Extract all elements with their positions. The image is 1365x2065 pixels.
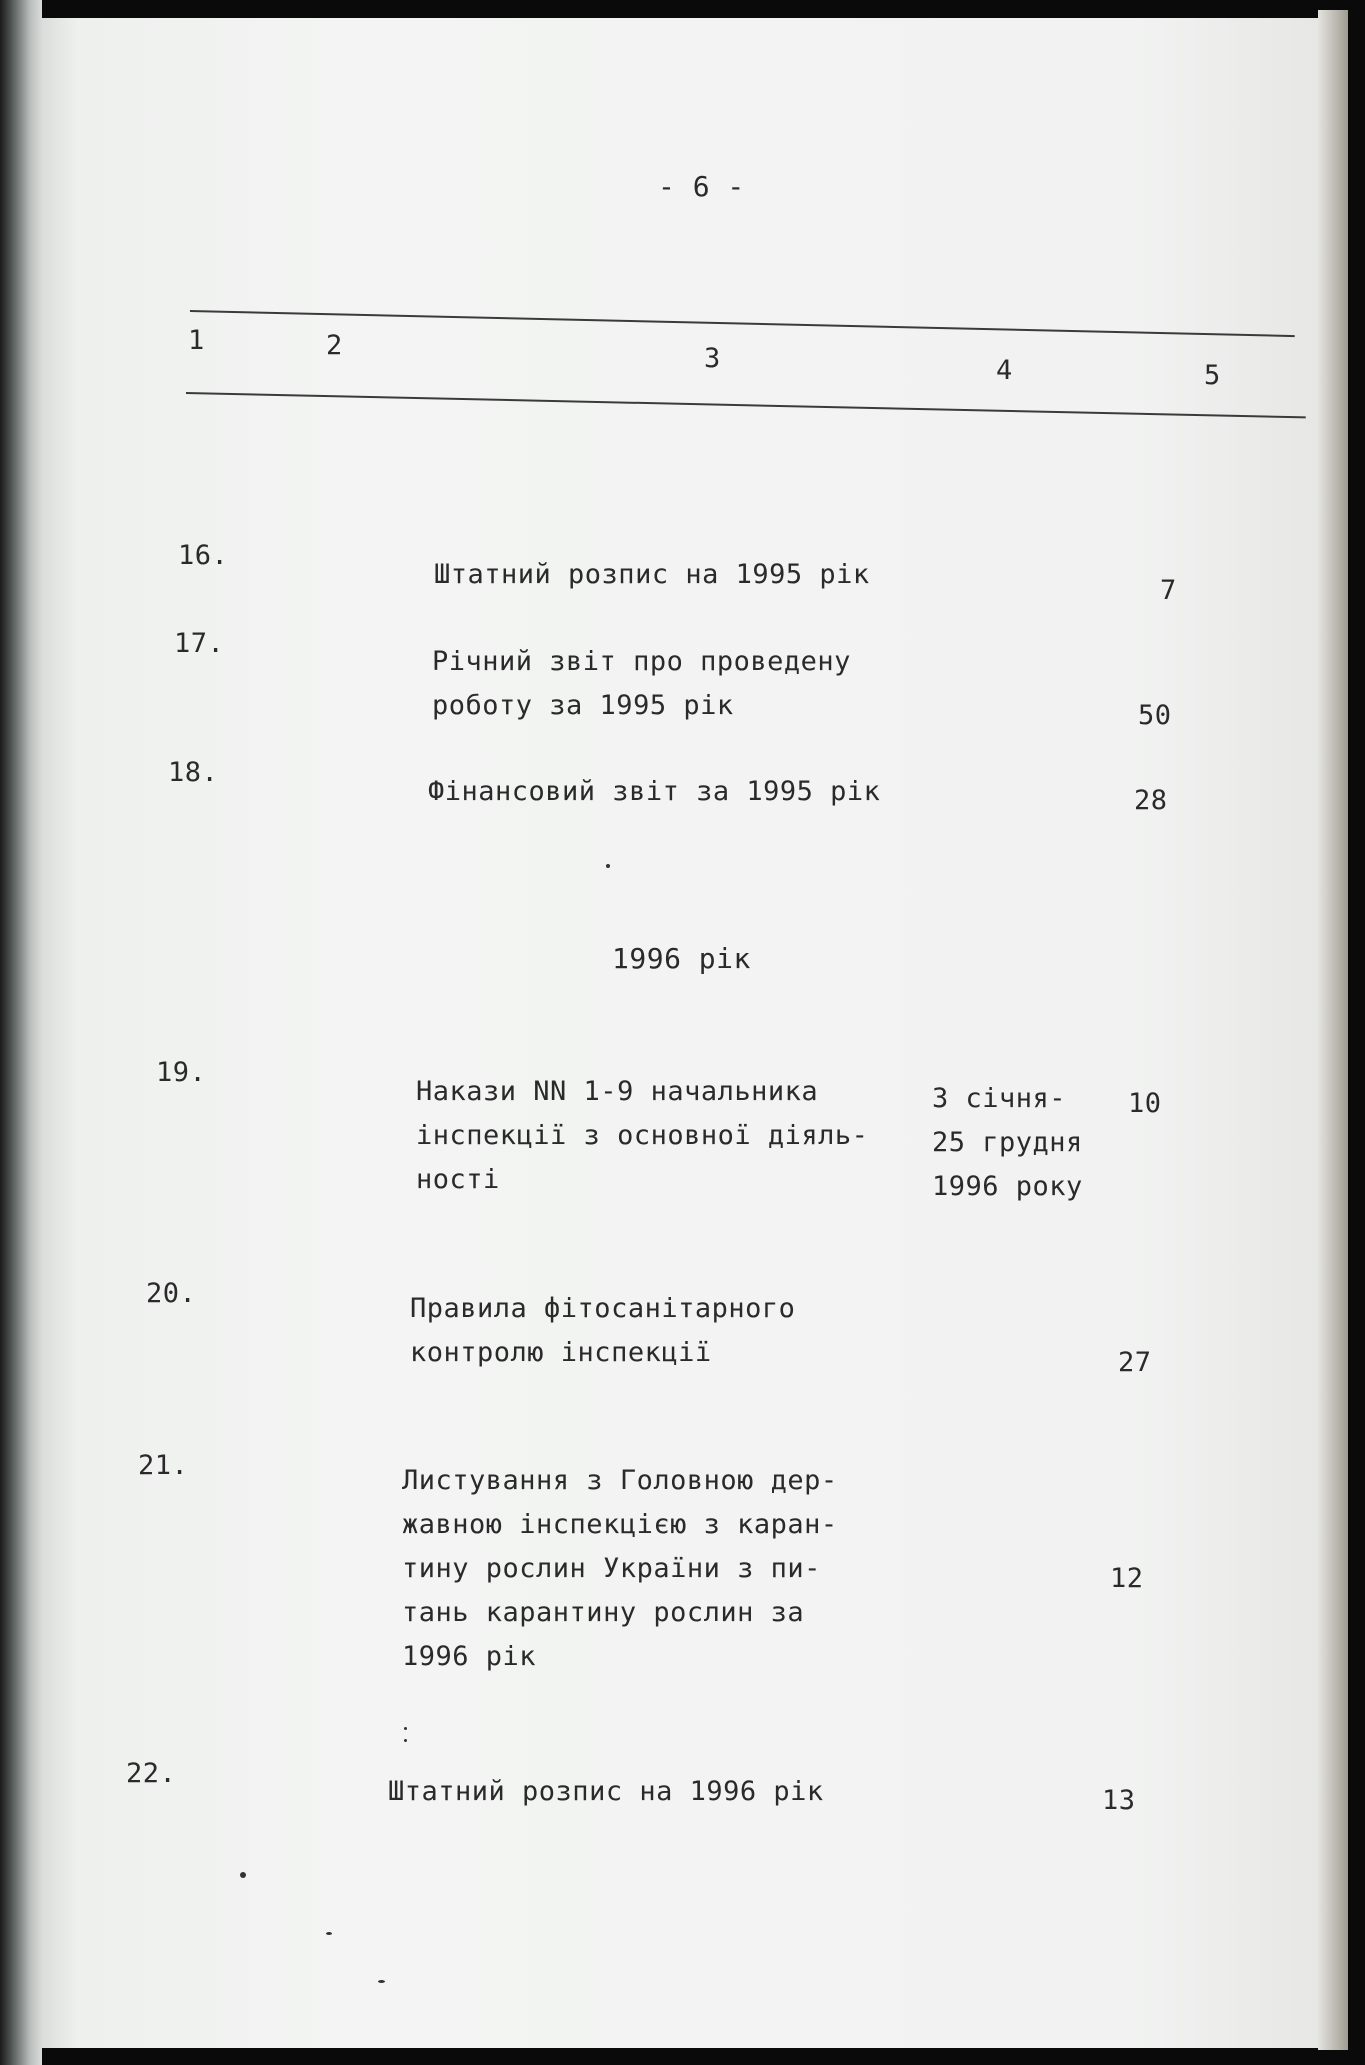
row-22-number: 22. — [126, 1758, 177, 1789]
row-19-dates: 3 січня- 25 грудня 1996 року — [932, 1083, 1083, 1202]
row-17-number: 17. — [174, 628, 225, 659]
row-19-title: Накази NN 1-9 начальника інспекції з основної діяль- ності — [416, 1076, 869, 1195]
ink-speck — [326, 1932, 332, 1935]
year-heading: 1996 рік — [612, 942, 751, 975]
column-header-4: 4 — [996, 355, 1013, 386]
row-18-title: Фінансовий звіт за 1995 рік — [428, 776, 881, 807]
row-18-pages: 28 — [1134, 785, 1168, 816]
row-20-pages: 27 — [1118, 1347, 1152, 1378]
page-right-edge — [1318, 10, 1348, 2050]
row-20-number: 20. — [146, 1278, 197, 1309]
ink-speck — [606, 864, 610, 868]
page-binding-edge — [0, 0, 42, 2065]
row-22-title: Штатний розпис на 1996 рік — [388, 1776, 824, 1807]
ink-speck — [378, 1980, 385, 1983]
page-number: - 6 - — [658, 170, 745, 203]
row-21-number: 21. — [138, 1450, 189, 1481]
row-22-pages: 13 — [1102, 1785, 1136, 1816]
ink-speck — [404, 1739, 407, 1742]
row-21-title: Листування з Головною дер- жавною інспекцією з каран- тину рослин України з пи- тань карантину рослин за 1996 рік — [402, 1465, 838, 1672]
column-header-2: 2 — [326, 330, 343, 361]
column-header-1: 1 — [188, 325, 205, 356]
row-18-number: 18. — [168, 757, 219, 788]
row-19-number: 19. — [156, 1057, 207, 1088]
row-16-pages: 7 — [1160, 575, 1177, 606]
row-17-pages: 50 — [1138, 700, 1172, 731]
row-21-pages: 12 — [1110, 1563, 1144, 1594]
row-16-number: 16. — [178, 540, 229, 571]
ink-speck — [404, 1727, 407, 1730]
row-16-title: Штатний розпис на 1995 рік — [434, 559, 870, 590]
row-19-pages: 10 — [1128, 1088, 1162, 1119]
column-header-5: 5 — [1204, 360, 1221, 391]
column-header-3: 3 — [704, 343, 721, 374]
ink-speck — [240, 1872, 246, 1878]
row-17-title: Річний звіт про проведену роботу за 1995 рік — [432, 646, 851, 721]
row-20-title: Правила фітосанітарного контролю інспекції — [410, 1293, 796, 1368]
